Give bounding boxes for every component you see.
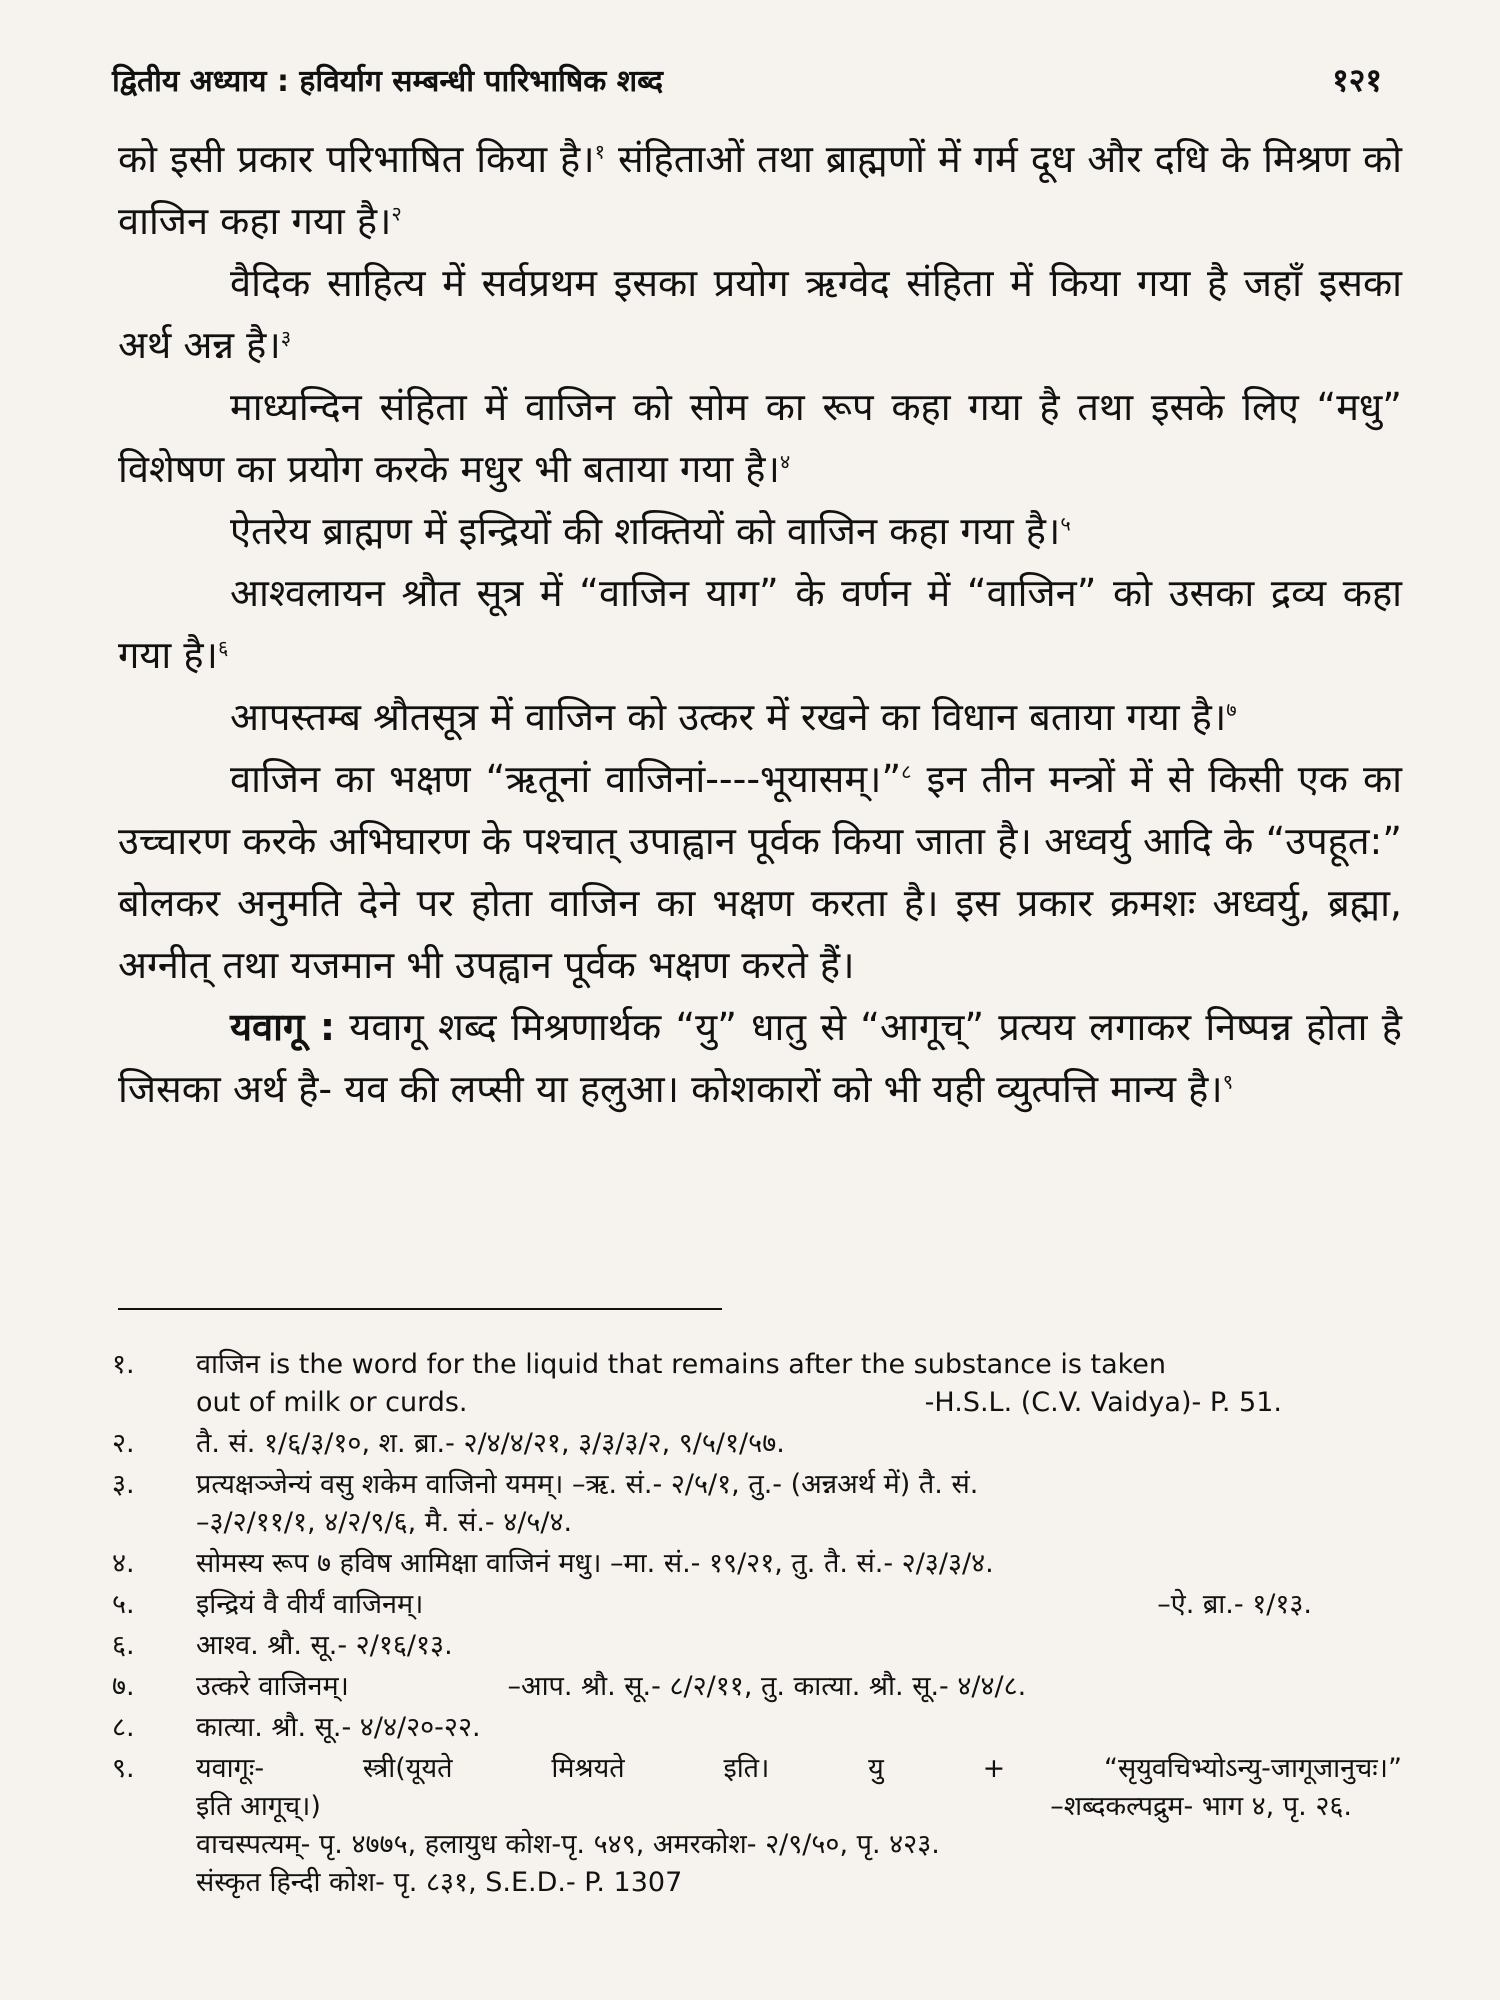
running-header [112,58,1382,108]
footnote-source: –ऐ. ब्रा.- १/१३. [1157,1589,1312,1620]
text-run: संहिताओं तथा ब्राह्मणों में गर्म दूध और दधि के मिश्रण को वाजिन कहा गया है। [118,137,1402,243]
footnote-1 [112,1346,1402,1422]
footnote-text: इन्द्रियं वै वीर्यं वाजिनम्। [196,1589,424,1620]
footnote-text: तै. सं. १/६/३/१०, श. ब्रा.- २/४/४/२१, ३/३/३/२, ९/५/१/५७. [196,1428,785,1459]
footnote-ref: ९ [1222,1069,1234,1094]
footnote-6 [112,1627,1402,1665]
footnote-separator [118,1308,722,1310]
footnote-8 [112,1709,1402,1747]
footnote-ref: ७ [1226,697,1237,722]
word: मिश्रयते [551,1753,625,1784]
footnote-text: वाचस्पत्यम्- पृ. ४७७५, हलायुध कोश-पृ. ५४९, अमरकोश- २/९/५०, पृ. ४२३. [196,1829,940,1860]
paragraph-4 [118,500,1402,562]
paragraph-3 [118,376,1402,500]
footnote-text: आश्व. श्रौ. सू.- २/१६/१३. [196,1630,453,1661]
footnote-text: प्रत्यक्षञ्जेन्यं वसु शकेम वाजिनो यमम्। –ऋ. सं.- २/५/१, तु.- (अन्नअर्थ में) तै. सं. [196,1469,979,1500]
footnote-source: -H.S.L. (C.V. Vaidya)- P. 51. [924,1387,1282,1418]
word: यवागूः- [196,1753,265,1784]
footnote-ref: ३ [280,325,292,350]
footnote-ref: ४ [779,449,791,474]
footnote-number: ५. [112,1589,135,1620]
text-run: यवागू शब्द मिश्रणार्थक “यु” धातु से “आगूच्” प्रत्यय लगाकर निष्पन्न होता है जिसका अर्थ है- यव की लप्सी या हलुआ। कोशकारों को भी यही व्युत्पत्ति मान्य है। [118,1005,1402,1111]
footnote-ref: १ [594,139,606,164]
footnote-5 [112,1586,1402,1624]
footnote-text: out of milk or curds. [196,1387,468,1418]
paragraph-8 [118,996,1402,1120]
footnote-7 [112,1668,1402,1706]
footnote-number: ३. [112,1469,135,1500]
paragraph-6 [118,686,1402,748]
footnote-number: ६. [112,1630,135,1661]
text-run: माध्यन्दिन संहिता में वाजिन को सोम का रूप कहा गया है तथा इसके लिए “मधु” विशेषण का प्रयोग करके मधुर भी बताया गया है। [118,385,1402,491]
text-run: वैदिक साहित्य में सर्वप्रथम इसका प्रयोग ऋग्वेद संहिता में किया गया है जहाँ इसका अर्थ अन्न है। [118,261,1402,367]
footnote-text: संस्कृत हिन्दी कोश- पृ. ८३१, S.E.D.- P. 1307 [196,1867,683,1898]
footnote-text: वाजिन is the word for the liquid that remains after the substance is taken [196,1349,1167,1380]
footnote-number: ९. [112,1753,135,1784]
word: स्त्री(यूयते [362,1753,453,1784]
footnote-source: –आप. श्रौ. सू.- ८/२/११, तु. कात्या. श्रौ. सू.- ४/४/८. [507,1671,1027,1702]
footnote-text: उत्करे वाजिनम्। [196,1671,349,1702]
word: यु [868,1753,884,1784]
text-run: वाजिन का भक्षण “ऋतूनां वाजिनां----भूयासम्।” [230,757,902,801]
paragraph-2 [118,252,1402,376]
footnote-text: सोमस्य रूप ७ हविष आमिक्षा वाजिनं मधु। –मा. सं.- १९/२१, तु. तै. सं.- २/३/३/४. [196,1548,994,1579]
footnote-text: –३/२/११/१, ४/२/९/६, मै. सं.- ४/५/४. [196,1507,573,1538]
defined-term: यवागू : [230,1005,336,1049]
paragraph-1 [118,128,1402,252]
text-run: इन तीन मन्त्रों में से किसी एक का उच्चारण करके अभिघारण के पश्चात् उपाह्वान पूर्वक किया जाता है। अध्वर्यु आदि के “उपहूत:” बोलकर अनुमति देने पर होता वाजिन का भक्षण करता है। इस प्रकार क्रमशः अध्वर्यु, ब्रह्मा, अग्नीत् तथा यजमान भी उपह्वान पूर्वक भक्षण करते हैं। [118,757,1403,987]
word: + [982,1753,1006,1784]
footnotes [112,1346,1402,1905]
footnote-number: २. [112,1428,135,1459]
footnote-number: ७. [112,1671,135,1702]
footnote-text: कात्या. श्रौ. सू.- ४/४/२०-२२. [196,1712,481,1743]
main-text [118,128,1402,1120]
word: इति। [723,1753,770,1784]
paragraph-5 [118,562,1402,686]
page-number: १२१ [1332,61,1382,99]
footnote-2 [112,1425,1402,1463]
text-run: आपस्तम्ब श्रौतसूत्र में वाजिन को उत्कर में रखने का विधान बताया गया है। [230,695,1227,739]
footnote-source: –शब्दकल्पद्रुम- भाग ४, पृ. २६. [1050,1791,1352,1822]
footnote-9 [112,1750,1402,1902]
footnote-ref: ५ [1060,511,1071,536]
footnote-ref: ८ [901,759,912,784]
footnote-4 [112,1545,1402,1583]
footnote-text: इति आगूच्।) [196,1791,321,1822]
chapter-title: द्वितीय अध्याय : हविर्याग सम्बन्धी पारिभाषिक शब्द [112,64,664,99]
footnote-number: ८. [112,1712,135,1743]
footnote-ref: २ [391,201,402,226]
footnote-number: ४. [112,1548,135,1579]
footnote-ref: ६ [217,635,229,660]
footnote-number: १. [112,1349,135,1380]
footnote-3 [112,1466,1402,1542]
word: “सृयुवचिभ्योऽन्यु-जागूजानुचः।” [1104,1753,1402,1784]
text-run: आश्वलायन श्रौत सूत्र में “वाजिन याग” के वर्णन में “वाजिन” को उसका द्रव्य कहा गया है। [118,571,1402,677]
paragraph-7 [118,748,1402,996]
text-run: को इसी प्रकार परिभाषित किया है। [118,137,595,181]
text-run: ऐतरेय ब्राह्मण में इन्द्रियों की शक्तियों को वाजिन कहा गया है। [230,509,1061,553]
footnote-text [196,1750,1402,1788]
